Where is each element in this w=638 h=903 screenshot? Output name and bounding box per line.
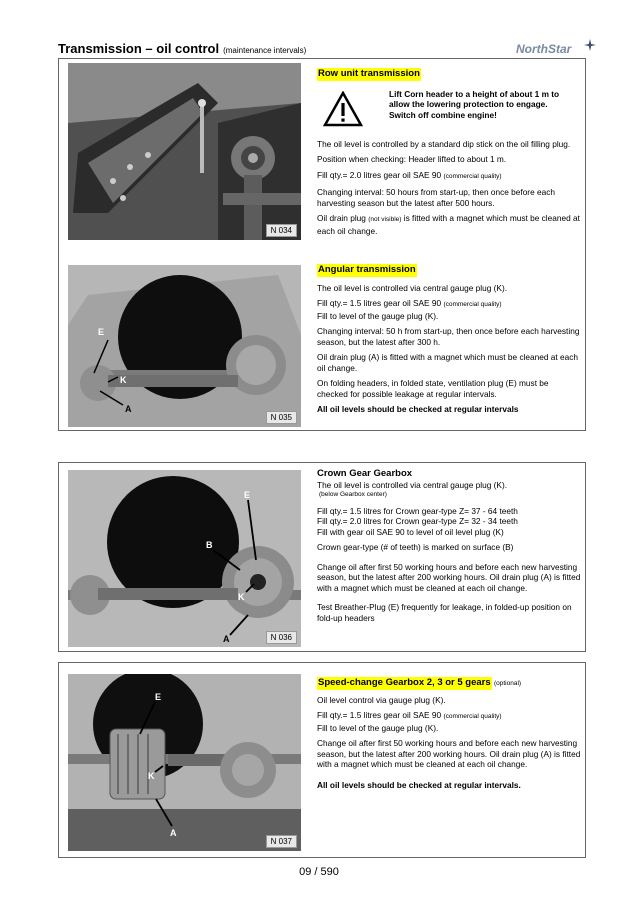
title-subtitle: (maintenance intervals) bbox=[223, 46, 307, 55]
callout-a: A bbox=[223, 634, 230, 644]
photo-label-n037: N 037 bbox=[266, 835, 297, 848]
section-speed-change-gearbox bbox=[58, 662, 586, 858]
photo-label-n036: N 036 bbox=[266, 631, 297, 644]
heading-optional: (optional) bbox=[493, 680, 522, 687]
row-unit-p3: Fill qty.= 2.0 litres gear oil SAE 90 (commercial quality) bbox=[317, 169, 502, 180]
section-crown-gear-gearbox bbox=[58, 462, 586, 652]
warning-triangle-icon bbox=[323, 91, 363, 127]
callout-e: E bbox=[244, 490, 251, 500]
section-row-and-angular-transmission bbox=[58, 58, 586, 431]
crown-gear-photo-illustration bbox=[68, 470, 301, 647]
photo-label-n034: N 034 bbox=[266, 224, 297, 237]
page-title bbox=[58, 41, 306, 56]
crown-line1: The oil level is controlled via central gauge plug (K). bbox=[317, 479, 508, 490]
page-header bbox=[58, 38, 598, 60]
photo-speed-change-gearbox bbox=[68, 674, 301, 851]
speed-change-photo-illustration bbox=[68, 674, 301, 851]
speed-l3: Change oil after first 50 working hours and before each new harvesting season, but the latest after 200 working hours. Oil drain plug (A) is fitted with a magnet which must be cleaned at each oil change. bbox=[317, 738, 581, 769]
page-number: 09 / 590 bbox=[299, 866, 339, 878]
heading-row-unit: Row unit transmission bbox=[318, 68, 420, 79]
callout-k: K bbox=[148, 771, 155, 781]
crown-change: Change oil after first 50 working hours and before each new harvesting season, but the latest after 200 working hours. Oil drain plug (A) is fitted with a magnet which must be cleaned at each oil change. bbox=[317, 561, 581, 593]
callout-b: B bbox=[206, 540, 213, 550]
northstar-logo bbox=[514, 38, 598, 58]
heading-speed-change: Speed-change Gearbox 2, 3 or 5 gears bbox=[318, 677, 491, 688]
photo-crown-gear bbox=[68, 470, 301, 647]
callout-a: A bbox=[125, 404, 132, 414]
crown-type: Crown gear-type (# of teeth) is marked on surface (B) bbox=[317, 542, 514, 552]
svg-text:NorthStar: NorthStar bbox=[516, 42, 572, 56]
row-unit-photo-illustration bbox=[68, 63, 301, 240]
speed-l2: Fill qty.= 1.5 litres gear oil SAE 90 (commercial quality) Fill to level of the gauge plug (K). bbox=[317, 710, 502, 733]
row-unit-p4: Changing interval: 50 hours from start-up, then once before each harvesting season but the latest after 500 hours. bbox=[317, 187, 555, 208]
crown-line2: (below Gearbox center) bbox=[319, 491, 387, 498]
angular-transmission-photo-illustration bbox=[68, 265, 301, 427]
photo-row-unit-transmission bbox=[68, 63, 301, 240]
warning-box bbox=[317, 87, 581, 133]
row-unit-text bbox=[317, 68, 581, 241]
callout-e: E bbox=[155, 692, 162, 702]
photo-angular-transmission bbox=[68, 265, 301, 427]
angular-q4: Oil drain plug (A) is fitted with a magnet which must be cleaned at each oil change. bbox=[317, 352, 579, 373]
angular-q5: On folding headers, in folded state, ventilation plug (E) must be checked for possible leakage at regular intervals. bbox=[317, 378, 549, 399]
row-unit-p2: Position when checking: Header lifted to about 1 m. bbox=[317, 154, 507, 164]
callout-e: E bbox=[98, 327, 105, 337]
row-unit-p5: Oil drain plug (not visible) is fitted with a magnet which must be cleaned at each oil change. bbox=[317, 213, 580, 236]
warning-text: Lift Corn header to a height of about 1 m to allow the lowering protection to engage. Switch off combine engine! bbox=[389, 88, 560, 120]
callout-a: A bbox=[170, 828, 177, 838]
crown-test: Test Breather-Plug (E) frequently for leakage, in folded-up position on fold-up headers bbox=[317, 602, 572, 623]
speed-l1: Oil level control via gauge plug (K). bbox=[317, 694, 446, 705]
speed-change-text bbox=[317, 677, 581, 795]
heading-angular: Angular transmission bbox=[318, 264, 416, 275]
crown-gear-text bbox=[317, 469, 581, 628]
crown-fill1: Fill qty.= 1.5 litres for Crown gear-type Z= 37 - 64 teeth bbox=[317, 505, 518, 516]
photo-label-n035: N 035 bbox=[266, 411, 297, 424]
angular-transmission-text bbox=[317, 264, 581, 420]
angular-q3: Changing interval: 50 h from start-up, then once before each harvesting season, but the latest after 300 h. bbox=[317, 326, 580, 347]
title-text: Transmission – oil control bbox=[58, 41, 220, 56]
speed-l4: All oil levels should be checked at regular intervals. bbox=[317, 779, 521, 790]
angular-q2: Fill qty.= 1.5 litres gear oil SAE 90 (commercial quality) Fill to level of the gauge plug (K). bbox=[317, 298, 502, 321]
crown-fill3: Fill with gear oil SAE 90 to level of oil level plug (K) bbox=[317, 526, 504, 537]
heading-crown-gear: Crown Gear Gearbox bbox=[317, 468, 413, 479]
callout-k: K bbox=[120, 375, 127, 385]
callout-k: K bbox=[238, 592, 245, 602]
row-unit-p1: The oil level is controlled by a standard dip stick on the oil filling plug. bbox=[317, 138, 571, 149]
angular-q6: All oil levels should be checked at regular intervals bbox=[317, 404, 519, 414]
crown-fill2: Fill qty.= 2.0 litres for Crown gear-type Z= 32 - 34 teeth bbox=[317, 516, 518, 526]
angular-q1: The oil level is controlled via central gauge plug (K). bbox=[317, 282, 508, 293]
